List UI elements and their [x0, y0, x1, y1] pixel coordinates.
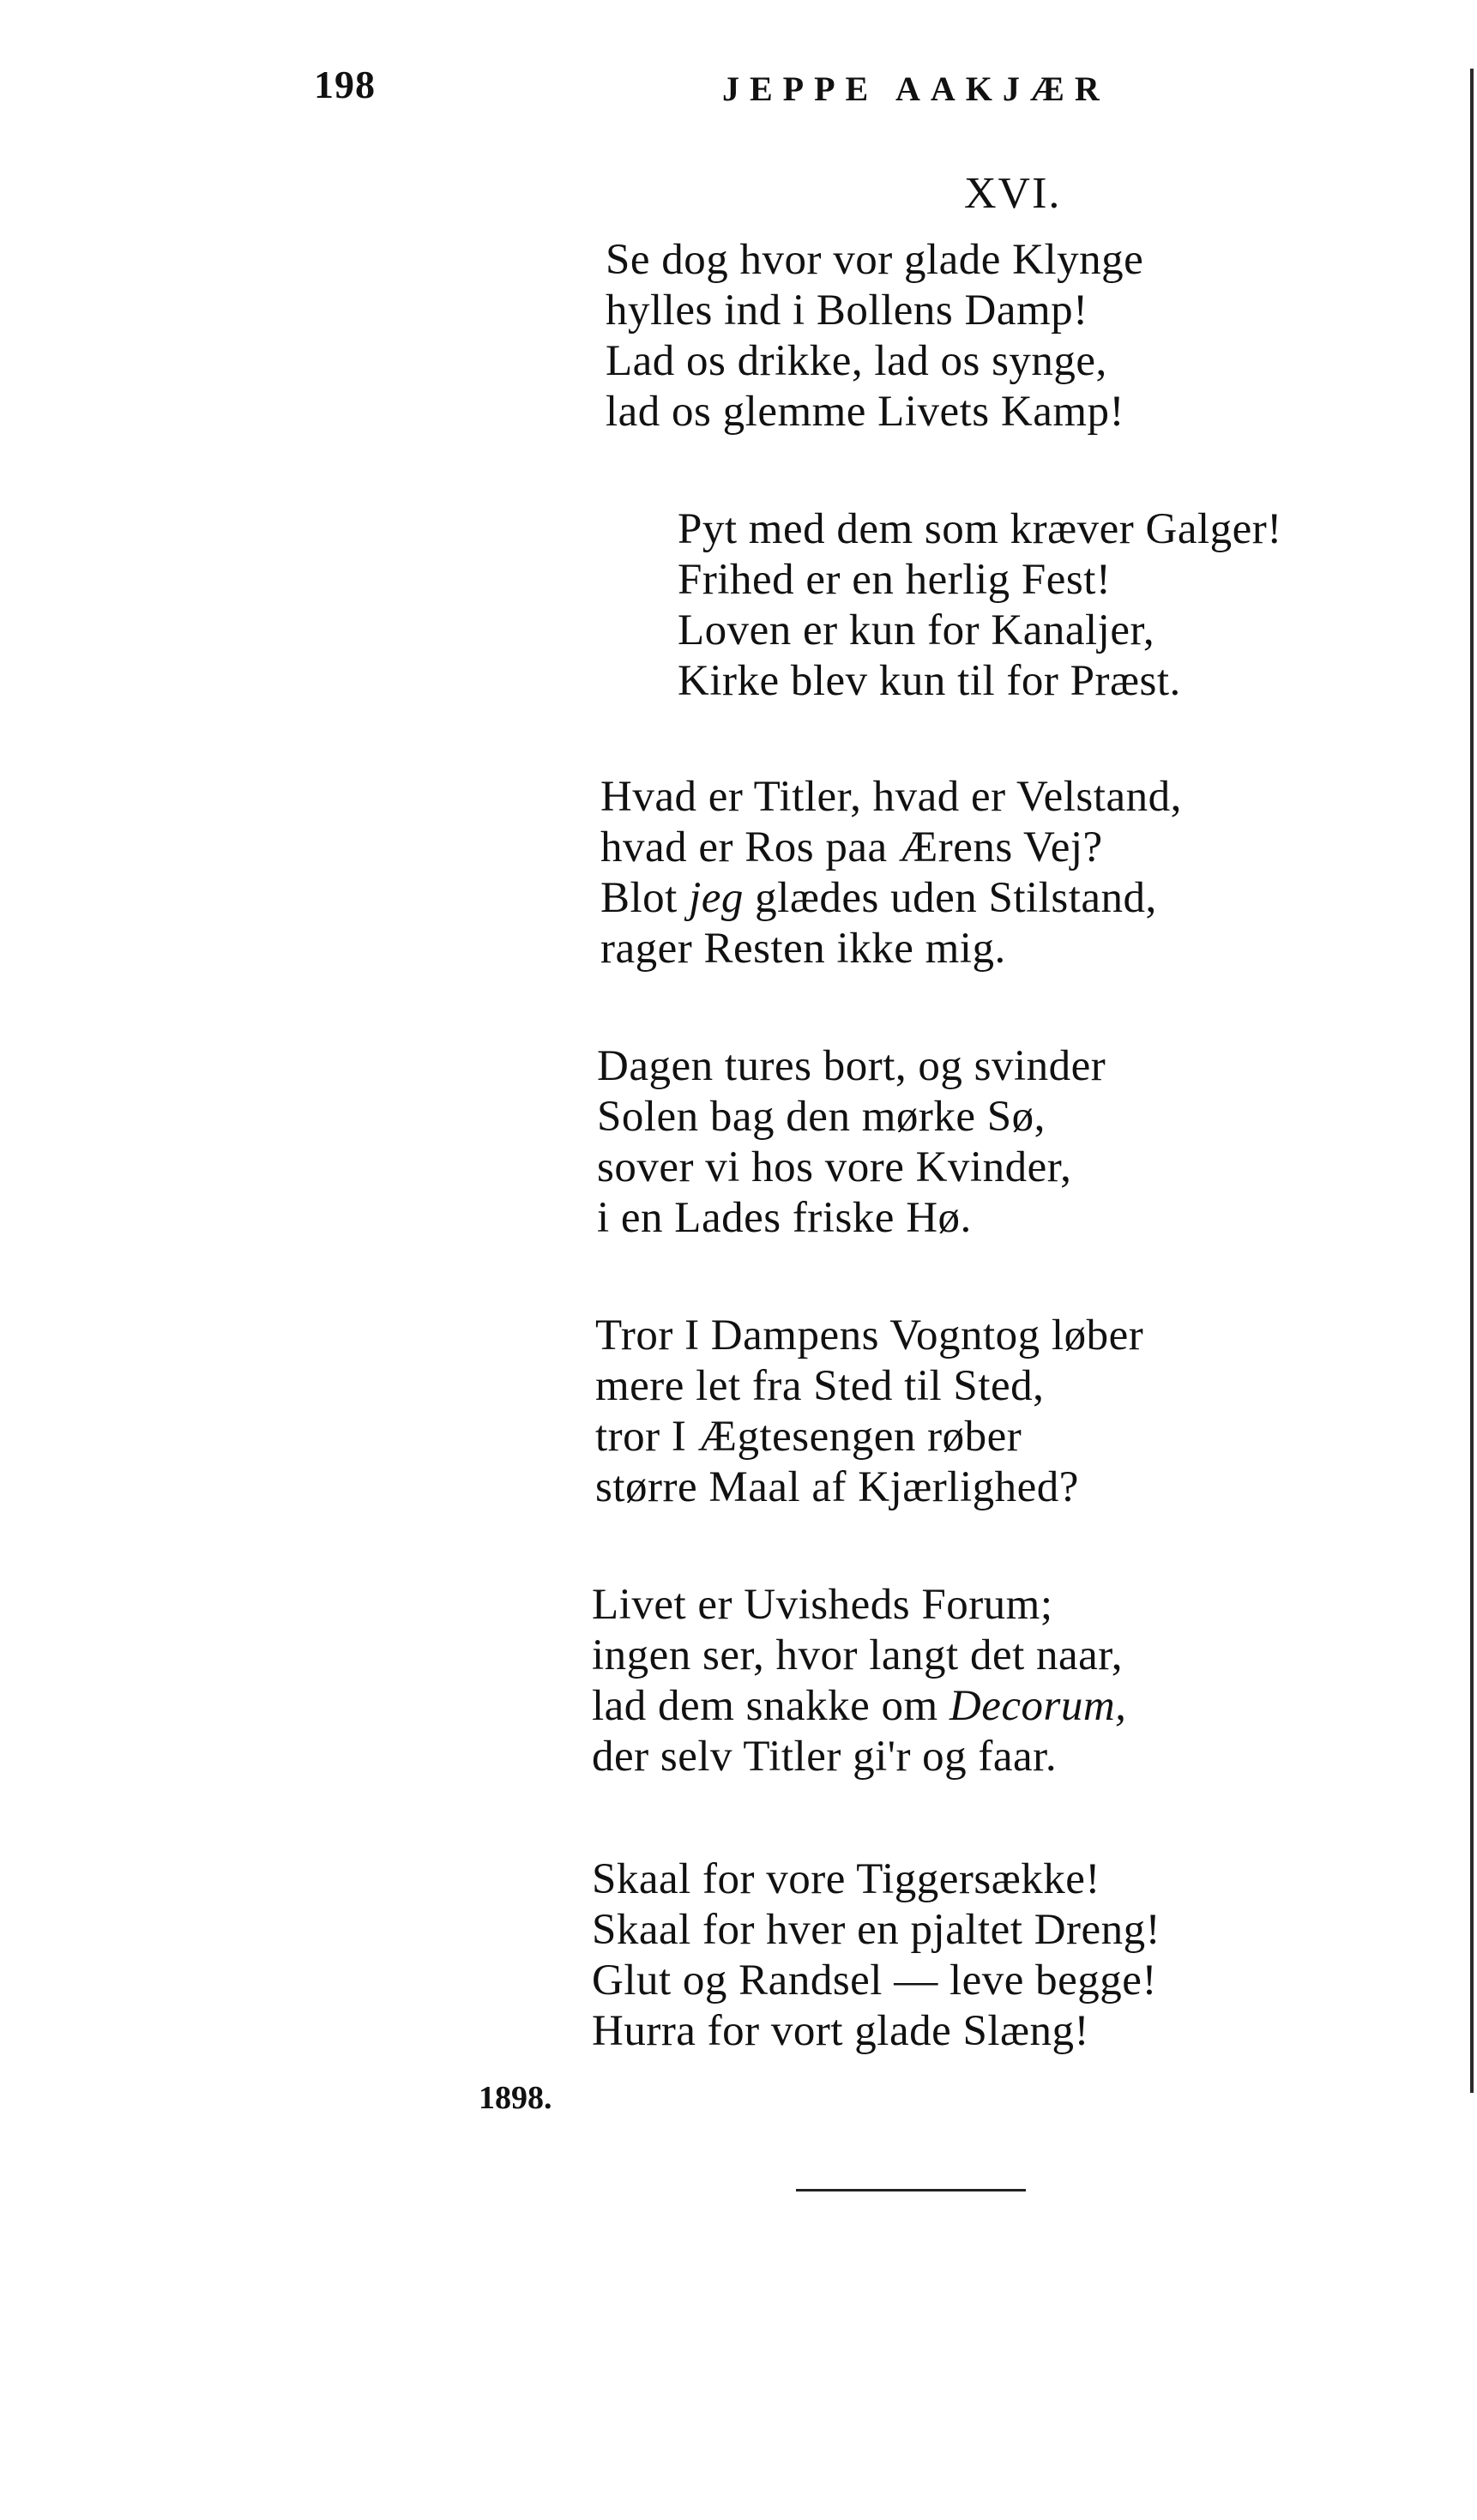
verse-line: Hurra for vort glade Slæng! [592, 2007, 1090, 2055]
verse-line: større Maal af Kjærlighed? [595, 1463, 1079, 1511]
verse-line: tror I Ægtesengen røber [595, 1413, 1022, 1461]
verse-line: Dagen tures bort, og svinder [597, 1042, 1106, 1090]
verse-line: rager Resten ikke mig. [600, 925, 1006, 973]
stanza-4 [597, 1041, 1106, 1244]
verse-line: Lad os drikke, lad os synge, [606, 337, 1107, 385]
stanza-1 [606, 235, 1143, 437]
stanza-7 [592, 1854, 1160, 2057]
verse-line-with-italic [600, 873, 1182, 924]
page-number: 198 [314, 63, 376, 106]
verse-line: Glut og Randsel — leve begge! [592, 1956, 1157, 2005]
verse-text: Blot [600, 874, 690, 922]
stanza-6 [592, 1580, 1126, 1782]
verse-line: Solen bag den mørke Sø, [597, 1093, 1046, 1141]
verse-line: Frihed er en herlig Fest! [678, 556, 1112, 604]
verse-line: mere let fra Sted til Sted, [595, 1362, 1045, 1410]
verse-line: Tror I Dampens Vogntog løber [595, 1311, 1144, 1359]
running-head: JEPPE AAKJÆR [722, 69, 1110, 108]
verse-line: sover vi hos vore Kvinder, [597, 1143, 1072, 1191]
italic-word: Decorum, [949, 1682, 1127, 1730]
verse-line: Pyt med dem som kræver Galger! [678, 505, 1282, 553]
page-edge-line [1470, 69, 1474, 2093]
end-rule [796, 2189, 1026, 2191]
verse-line-with-italic [592, 1681, 1126, 1732]
poem-title: XVI. [964, 169, 1062, 218]
verse-line: Livet er Uvisheds Forum; [592, 1581, 1053, 1629]
verse-line: der selv Titler gi'r og faar. [592, 1733, 1058, 1781]
verse-text: lad dem snakke om [592, 1682, 949, 1730]
verse-line: i en Lades friske Hø. [597, 1194, 972, 1242]
verse-line: hvad er Ros paa Ærens Vej? [600, 823, 1103, 871]
stanza-5 [595, 1311, 1143, 1513]
verse-line: Loven er kun for Kanaljer, [678, 606, 1155, 654]
verse-line: hylles ind i Bollens Damp! [606, 286, 1088, 335]
verse-line: Kirke blev kun til for Præst. [678, 657, 1181, 705]
verse-line: Skaal for vore Tiggersække! [592, 1855, 1100, 1903]
stanza-2 [678, 504, 1282, 707]
italic-word: jeg [689, 874, 744, 922]
verse-line: lad os glemme Livets Kamp! [606, 388, 1125, 436]
poem-date: 1898. [479, 2080, 552, 2116]
verse-line: ingen ser, hvor langt det naar, [592, 1631, 1123, 1679]
verse-line: Se dog hvor vor glade Klynge [606, 236, 1144, 284]
stanza-3 [600, 772, 1182, 974]
verse-text: glædes uden Stilstand, [743, 874, 1157, 922]
verse-line: Hvad er Titler, hvad er Velstand, [600, 773, 1182, 821]
verse-line: Skaal for hver en pjaltet Dreng! [592, 1906, 1161, 1954]
